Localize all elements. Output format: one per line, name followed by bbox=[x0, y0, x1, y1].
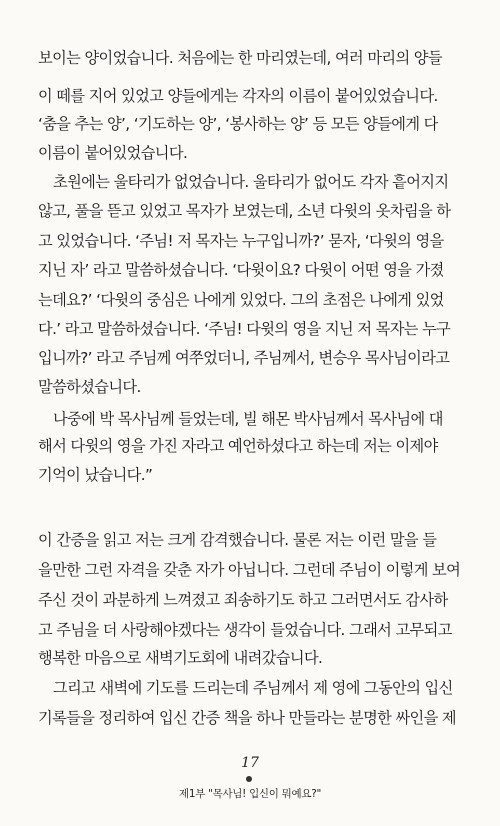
text-line: 이 간증을 읽고 저는 크게 감격했습니다. 물론 저는 이런 말을 들 bbox=[38, 531, 437, 549]
text-line: 않고, 풀을 뜯고 있었고 목자가 보였는데, 소년 다윗의 옷차림을 하 bbox=[38, 202, 451, 220]
text-line: 보이는 양이었습니다. 처음에는 한 마리였는데, 여러 마리의 양들 bbox=[38, 49, 442, 67]
text-line: 지닌 자’ 라고 말씀하셨습니다. ‘다윗이요? 다윗이 어떤 영을 가졌 bbox=[38, 261, 444, 279]
text-line: 이름이 붙어있었습니다. bbox=[38, 144, 188, 162]
text-line: 나중에 박 목사님께 들었는데, 빌 해몬 박사님께서 목사님에 대 bbox=[53, 410, 443, 428]
text-line: 그리고 새벽에 기도를 드리는데 주님께서 제 영에 그동안의 입신 bbox=[53, 679, 453, 697]
text-line: 고 있었습니다. ‘주님! 저 목자는 누구입니까?’ 묻자, ‘다윗의 영을 bbox=[38, 232, 444, 250]
text-line: 기록들을 정리하여 입신 간증 책을 하나 만들라는 분명한 싸인을 제 bbox=[38, 709, 456, 727]
text-line: 이 떼를 지어 있었고 양들에게는 각자의 이름이 붙어있었습니다. bbox=[38, 87, 438, 105]
footer-dot-ornament bbox=[246, 776, 252, 782]
text-line: 는데요?’ ‘다윗의 중심은 나에게 있었다. 그의 초점은 나에게 있었 bbox=[38, 291, 444, 309]
running-title: 제1부 "목사님! 입신이 뭐예요?" bbox=[178, 788, 321, 800]
text-line: 해서 다윗의 영을 가진 자라고 예언하셨다고 하는데 저는 이제야 bbox=[38, 437, 438, 455]
text-line: 입니까?’ 라고 주님께 여쭈었더니, 주님께서, 변승우 목사님이라고 bbox=[38, 349, 450, 367]
text-line: 주신 것이 과분하게 느껴졌고 죄송하기도 하고 그러면서도 감사하 bbox=[38, 591, 448, 609]
text-line: 말씀하셨습니다. bbox=[38, 378, 141, 396]
text-line: 초원에는 울타리가 없었습니다. 울타리가 없어도 각자 흩어지지 bbox=[53, 173, 449, 191]
text-line: 기억이 났습니다.” bbox=[38, 466, 153, 484]
text-line: 다.’ 라고 말씀하셨습니다. ‘주님! 다윗의 영을 지닌 저 목자는 누구 bbox=[38, 320, 451, 338]
text-line: 을만한 그런 자격을 갖춘 자가 아닙니다. 그런데 주님이 이렇게 보여 bbox=[38, 561, 461, 579]
text-line: 행복한 마음으로 새벽기도회에 내려갔습니다. bbox=[38, 649, 323, 667]
text-line: 고 주님을 더 사랑해야겠다는 생각이 들었습니다. 그래서 고무되고 bbox=[38, 621, 452, 639]
text-line: ‘춤을 추는 양’, ‘기도하는 양’, ‘봉사하는 양’ 등 모든 양들에게 다 bbox=[38, 115, 438, 133]
page-number: 17 bbox=[241, 755, 259, 771]
